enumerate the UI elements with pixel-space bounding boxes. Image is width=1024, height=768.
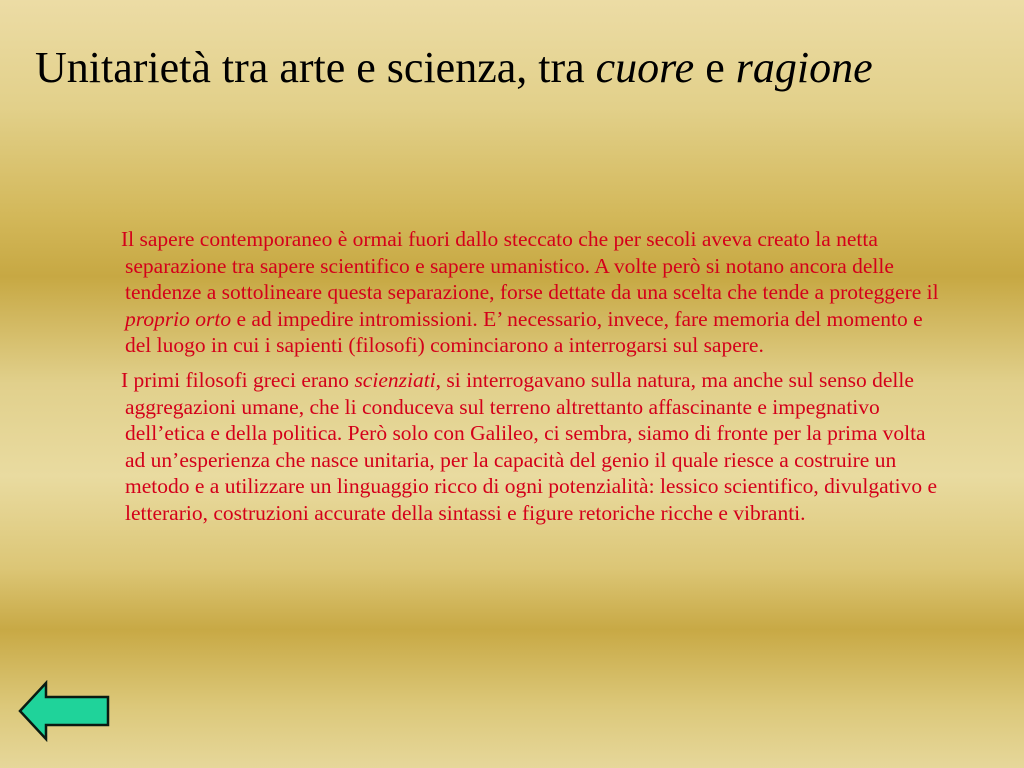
paragraph1-text-end: e ad impedire intromissioni. E’ necessario, invece, fare memoria del momento e del luogo in cui i sapienti (filosofi) cominciarono a interrogarsi sul sapere. <box>125 306 923 358</box>
arrow-left-icon <box>18 680 112 742</box>
paragraph1-emphasis: proprio orto <box>125 306 232 331</box>
paragraph-greek-philosophers <box>100 367 940 527</box>
slide-body <box>100 226 940 535</box>
paragraph2-text-start: I primi filosofi greci erano <box>121 367 355 392</box>
paragraph2-emphasis: scienziati <box>354 367 436 392</box>
paragraph2-text-end: , si interrogavano sulla natura, ma anche sul senso delle aggregazioni umane, che li conduceva sul terreno altrettanto affascinante e impegnativo dell’etica e della politica. Però solo con Galileo, ci sembra, siamo di fronte per la prima volta ad un’esperienza che nasce unitaria, per la capacità del genio il quale riesce a costruire un metodo e a utilizzare un linguaggio ricco di ogni potenzialità: lessico scientifico, divulgativo e letterario, costruzioni accurate della sintassi e figure retoriche ricche e vibranti. <box>125 367 937 525</box>
back-button[interactable] <box>18 680 112 742</box>
paragraph-contemporary-knowledge <box>100 226 940 359</box>
slide-title <box>35 42 975 94</box>
title-emphasis-cuore: cuore <box>595 43 695 92</box>
title-text: Unitarietà tra arte e scienza, tra <box>35 43 596 92</box>
paragraph1-text-start: Il sapere contemporaneo è ormai fuori dallo steccato che per secoli aveva creato la netta separazione tra sapere scientifico e sapere umanistico. A volte però si notano ancora delle tendenze a sottolineare questa separazione, forse dettate da una scelta che tende a proteggere il <box>121 227 939 305</box>
title-emphasis-ragione: ragione <box>735 43 873 92</box>
title-text-connector: e <box>694 43 736 92</box>
